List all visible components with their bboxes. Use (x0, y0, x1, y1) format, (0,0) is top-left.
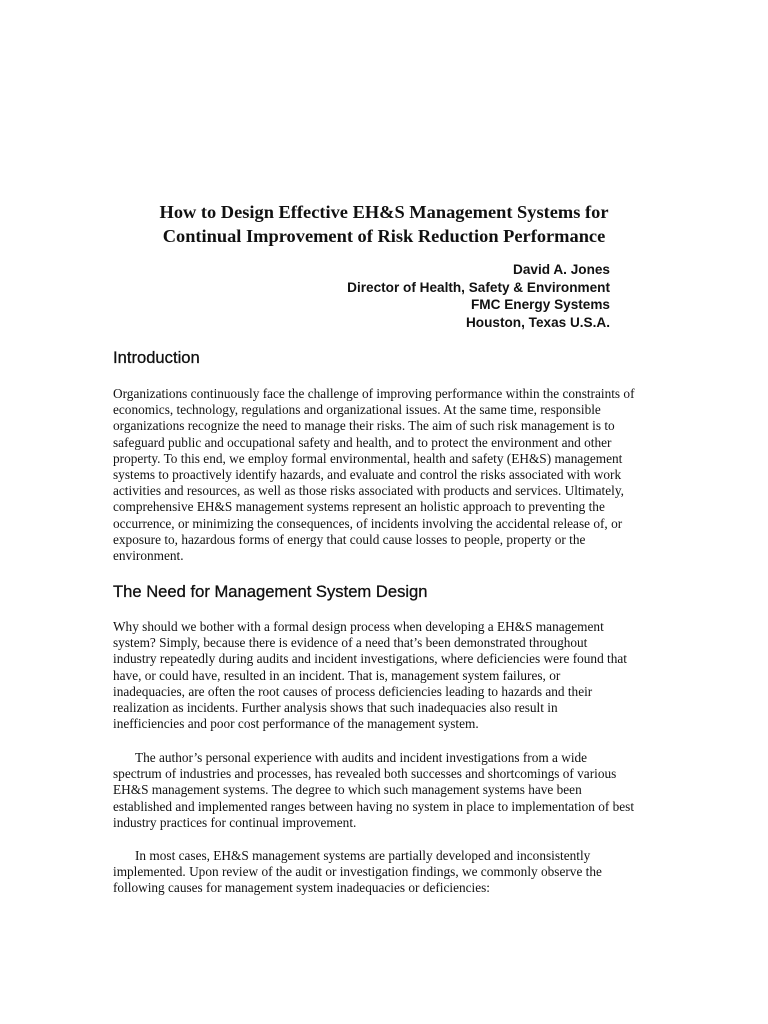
paragraph-need-2 (113, 750, 673, 831)
text-line: occurrence, or minimizing the consequences, of incidents involving the accidental release of, or (113, 515, 623, 531)
text-line: activities and resources, as well as those risks associated with products and services. Ultimately, (113, 483, 624, 499)
text-line: organizations recognize the need to manage their risks. The aim of such risk management is to (113, 418, 615, 434)
text-line: Organizations continuously face the challenge of improving performance within the constraints of (113, 386, 635, 401)
author-name: David A. Jones (513, 262, 610, 277)
text-line: inadequacies, are often the root causes of process deficiencies leading to hazards and their (113, 683, 593, 699)
text-line: economics, technology, regulations and organizational issues. At the same time, responsible (113, 402, 601, 418)
text-line: EH&S management systems. The degree to which such management systems have been (113, 782, 582, 798)
title-line: How to Design Effective EH&S Management Systems for (159, 202, 609, 222)
text-line: property. To this end, we employ formal environmental, health and safety (EH&S) management (113, 450, 623, 466)
section-heading-need: The Need for Management System Design (113, 582, 428, 601)
document-title (100, 200, 668, 248)
text-line: Why should we bother with a formal design process when developing a EH&S management (113, 619, 604, 634)
text-line: established and implemented ranges between having no system in place to implementation of best (113, 798, 635, 814)
text-line: environment. (113, 548, 184, 564)
text-line: industry practices for continual improvement. (113, 814, 357, 830)
title-line: Continual Improvement of Risk Reduction Performance (162, 226, 606, 246)
text-line: safeguard public and occupational safety and health, and to protect the environment and other (113, 434, 612, 450)
text-line: In most cases, EH&S management systems are partially developed and inconsistently (135, 848, 591, 863)
paragraph-need-3 (113, 848, 673, 897)
author-location: Houston, Texas U.S.A. (465, 315, 610, 331)
text-line: spectrum of industries and processes, has revealed both successes and shortcomings of various (113, 766, 617, 782)
text-line: comprehensive EH&S management systems represent an holistic approach to preventing the (113, 499, 605, 515)
text-line: exposure to, hazardous forms of energy that could cause losses to people, property or the (113, 531, 586, 547)
paragraph-need-1 (113, 619, 673, 732)
author-organization: FMC Energy Systems (470, 297, 610, 313)
text-line: systems to proactively identify hazards, and evaluate and control the risks associated with work (113, 467, 622, 483)
author-block (260, 261, 610, 332)
text-line: inefficiencies and poor cost performance of the management system. (113, 716, 479, 732)
text-line: The author’s personal experience with audits and incident investigations from a wide (135, 750, 588, 765)
section-heading-introduction: Introduction (113, 348, 200, 367)
text-line: implemented. Upon review of the audit or investigation findings, we commonly observe the (113, 864, 602, 880)
text-line: industry repeatedly during audits and incident investigations, where deficiencies were found that (113, 651, 627, 667)
text-line: system? Simply, because there is evidence of a need that’s been demonstrated throughout (113, 635, 588, 651)
author-position: Director of Health, Safety & Environment (347, 279, 610, 295)
text-line: have, or could have, resulted in an incident. That is, management system failures, or (113, 667, 561, 683)
text-line: following causes for management system inadequacies or deficiencies: (113, 880, 490, 896)
text-line: realization as incidents. Further analysis shows that such inadequacies also result in (113, 700, 558, 716)
paragraph-introduction (113, 386, 673, 564)
